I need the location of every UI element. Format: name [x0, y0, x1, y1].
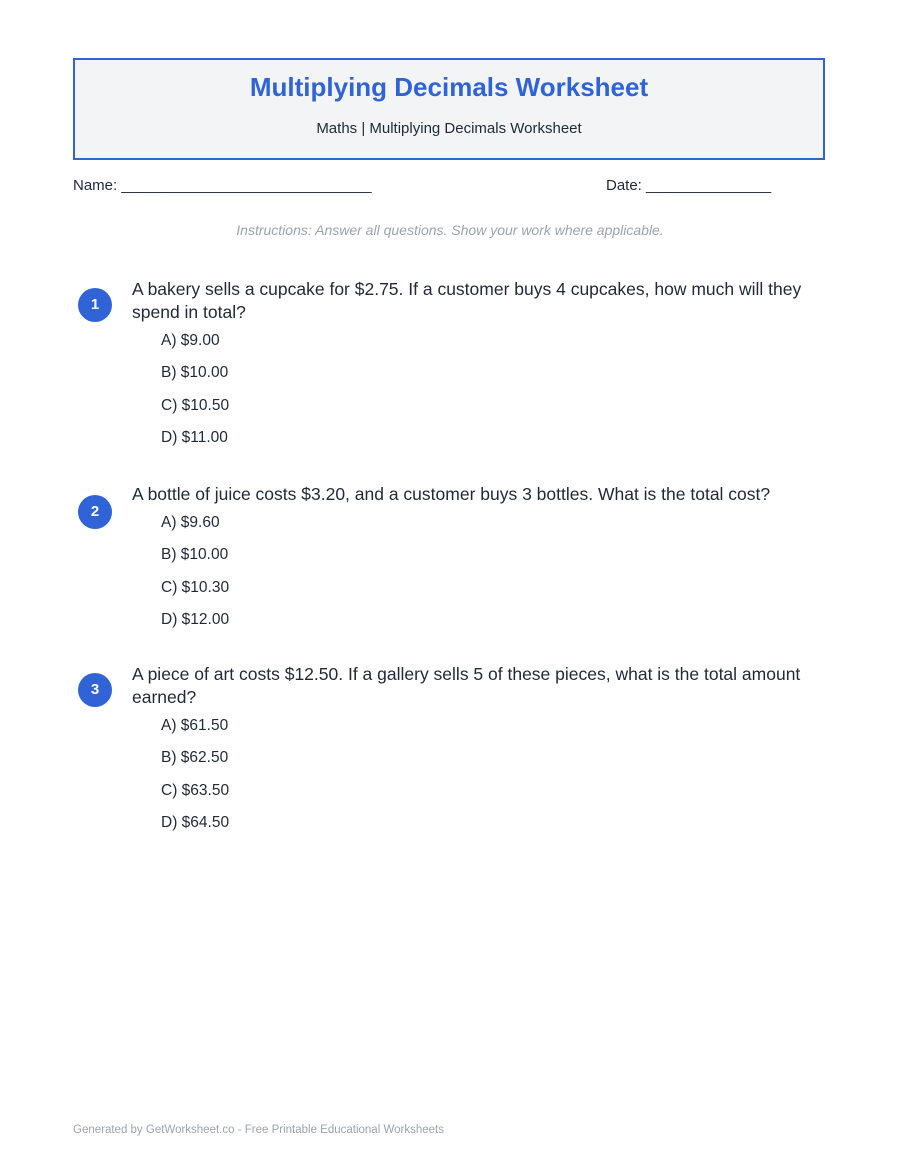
- question-number-badge: 1: [78, 288, 112, 322]
- question-text: A bottle of juice costs $3.20, and a customer buys 3 bottles. What is the total cost?: [132, 484, 771, 504]
- answer-option-b[interactable]: B) $10.00: [161, 364, 229, 382]
- question-text: A bakery sells a cupcake for $2.75. If a customer buys 4 cupcakes, how much will they spend in total?: [132, 279, 802, 322]
- question-number-badge: 3: [78, 673, 112, 707]
- footer-credit: Generated by GetWorksheet.co - Free Printable Educational Worksheets: [73, 1124, 444, 1136]
- name-field[interactable]: Name: ______________________________: [73, 177, 372, 194]
- date-field[interactable]: Date: _______________: [606, 177, 772, 194]
- answer-option-c[interactable]: C) $10.30: [161, 578, 230, 596]
- answer-option-b[interactable]: B) $10.00: [161, 546, 229, 564]
- answer-option-b[interactable]: B) $62.50: [161, 749, 229, 767]
- answer-option-a[interactable]: A) $9.00: [161, 332, 220, 349]
- answer-options: [161, 716, 229, 845]
- worksheet-title: Multiplying Decimals Worksheet: [249, 72, 649, 102]
- answer-option-a[interactable]: A) $61.50: [161, 717, 229, 734]
- question-text: A piece of art costs $12.50. If a gallery sells 5 of these pieces, what is the total amount earned?: [132, 664, 801, 707]
- answer-option-d[interactable]: D) $12.00: [161, 610, 230, 628]
- worksheet-subtitle: Maths | Multiplying Decimals Worksheet: [316, 120, 582, 137]
- worksheet-header: [73, 58, 825, 160]
- answer-option-d[interactable]: D) $11.00: [161, 428, 228, 446]
- answer-option-a[interactable]: A) $9.60: [161, 514, 220, 531]
- answer-option-d[interactable]: D) $64.50: [161, 813, 230, 831]
- question-number-badge: 2: [78, 495, 112, 529]
- answer-options: [161, 331, 229, 460]
- answer-option-c[interactable]: C) $10.50: [161, 396, 230, 414]
- answer-option-c[interactable]: C) $63.50: [161, 781, 230, 799]
- answer-options: [161, 513, 229, 642]
- instructions-text: Instructions: Answer all questions. Show your work where applicable.: [236, 222, 664, 238]
